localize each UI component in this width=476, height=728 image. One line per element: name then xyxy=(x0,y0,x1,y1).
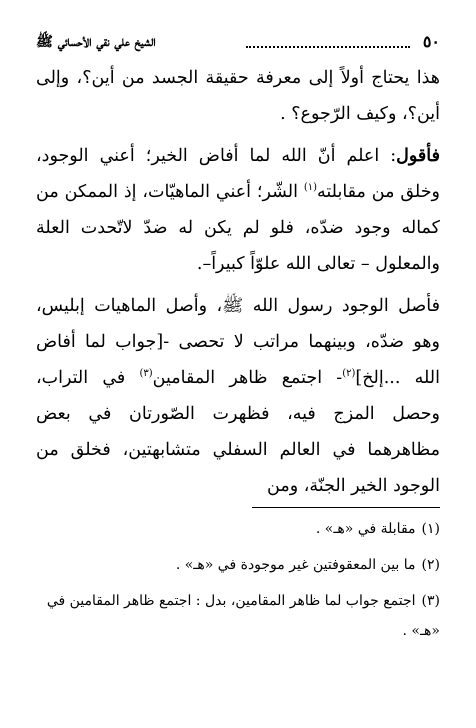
footnote-2-text: ما بين المعقوفتين غير موجودة في «هـ» . xyxy=(175,557,416,573)
footnotes xyxy=(36,514,440,652)
paragraph-3-text-b: - اجتمع ظاهر المقامين xyxy=(152,368,343,388)
footnote-ref-2: (٢) xyxy=(342,368,356,380)
footnote-ref-1: (١) xyxy=(303,182,317,194)
paragraph-2-text-b: الشّر؛ أعني الماهيّات، إذ الممكن من كماله وجود ضدّه، فلو لم يكن له ضدّ لاتّحدت العلة والمعلول – تعالى الله علوّاً كبيراً–. xyxy=(36,182,440,274)
paragraph-3-text-a: فأصل الوجود رسول الله ﷺ، وأصل الماهيات إبليس، وهو ضدّه، وبينهما مراتب لا تحصى -[جواب لما أفاض الله ...إلخ] xyxy=(36,296,440,388)
page-number: ٥٠ xyxy=(422,32,440,51)
footnote-2-number: (٢) xyxy=(421,557,440,573)
footnote-1-text: مقابلة في «هـ» . xyxy=(315,521,416,537)
footnote-1 xyxy=(36,514,440,544)
footnote-1-number: (١) xyxy=(421,521,440,537)
paragraph-2-text-a: : اعلم أنّ الله لما أفاض الخير؛ أعني الوجود، وخلق من مقابلته xyxy=(36,146,440,202)
paragraph-3 xyxy=(36,288,440,504)
footnote-ref-3: (٣) xyxy=(139,368,153,380)
footnote-3 xyxy=(36,586,440,646)
footnote-3-text: اجتمع جواب لما ظاهر المقامين، بدل : اجتمع ظاهر المقامين في «هـ» . xyxy=(46,593,440,639)
main-text xyxy=(36,60,440,510)
paragraph-1 xyxy=(36,60,440,132)
paragraph-2-lead: فأقول xyxy=(396,146,440,166)
paragraph-1-text: هذا يحتاج أولاً إلى معرفة حقيقة الجسد من أين؟، وإلى أين؟، وكيف الرّجوع؟ . xyxy=(36,68,440,124)
footnote-separator xyxy=(252,507,440,508)
running-header xyxy=(36,30,440,54)
paragraph-2 xyxy=(36,138,440,282)
footnote-2 xyxy=(36,550,440,580)
footnote-3-number: (٣) xyxy=(421,593,440,609)
running-header-title: الشيخ علي نقي الأحسائي ﷺ xyxy=(36,34,156,50)
paragraph-3-text-c: في التراب، وحصل المزج فيه، فظهرت الصّورتان في بعض مظاهرهما في العالم السفلي متشابهتين، فخلق من الوجود الخير الجنّة، ومن xyxy=(36,368,440,496)
header-dotted-leader xyxy=(246,46,410,48)
